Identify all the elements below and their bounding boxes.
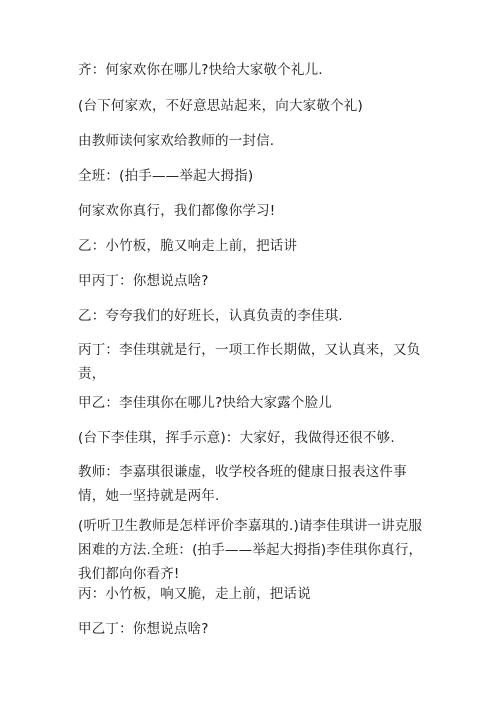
paragraph-6: 乙：小竹板，脆又响走上前，把话讲 (78, 238, 298, 254)
paragraph-13: (听听卫生教师是怎样评价李嘉琪的.)请李佳琪讲一讲克服困难的方法.全班：(拍手——举起大拇指)李佳琪你真行，我们都向你看齐! (78, 518, 423, 582)
paragraph-2: (台下何家欢，不好意思站起来，向大家敬个礼) (78, 98, 363, 114)
paragraph-10: 甲乙：李佳琪你在哪儿?快给大家露个脸儿 (78, 395, 332, 411)
paragraph-9: 丙丁：李佳琪就是行，一项工作长期做，又认真来，又负责， (78, 342, 421, 382)
paragraph-15: 甲乙丁：你想说点啥? (78, 621, 209, 637)
paragraph-3: 由教师读何家欢给教师的一封信. (78, 133, 275, 149)
paragraph-4: 全班：(拍手——举起大拇指) (78, 168, 254, 184)
paragraph-8: 乙：夸夸我们的好班长，认真负责的李佳琪. (78, 308, 343, 324)
paragraph-11: (台下李佳琪，挥手示意)：大家好，我做得还很不够. (78, 430, 395, 446)
paragraph-1: 齐：何家欢你在哪儿?快给大家敬个礼儿. (78, 62, 323, 78)
paragraph-12: 教师：李嘉琪很谦虚，收学校各班的健康日报表这件事情，她一坚持就是两年. (78, 464, 407, 504)
paragraph-5: 何家欢你真行，我们都像你学习! (78, 203, 276, 219)
paragraph-7: 甲丙丁：你想说点啥? (78, 273, 209, 289)
paragraph-14: 丙：小竹板，响又脆，走上前，把话说 (78, 586, 311, 602)
